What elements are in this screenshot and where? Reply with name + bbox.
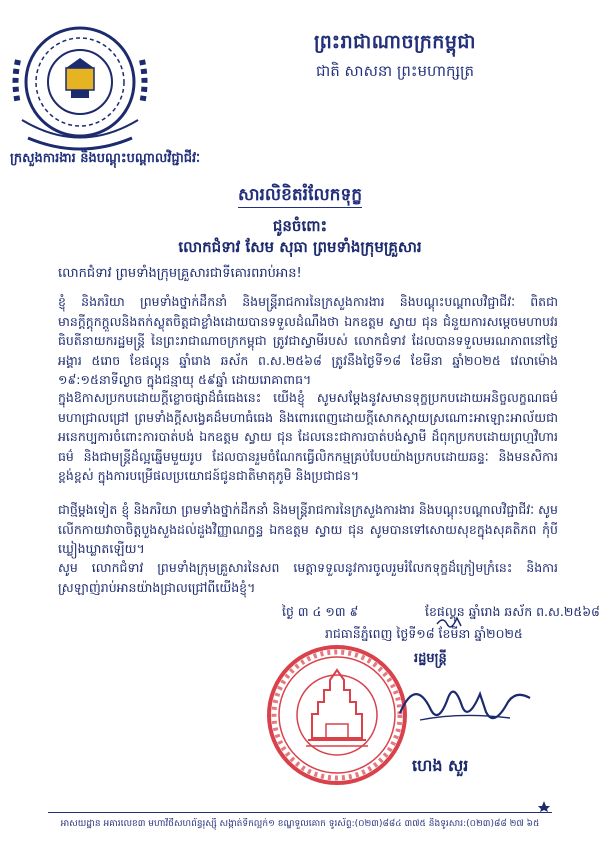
footer-ornament-icon <box>537 800 551 812</box>
initial-mark-icon <box>435 612 465 632</box>
signatory-role: រដ្ឋមន្ត្រី <box>414 651 447 666</box>
paragraph-3: ជាថ្មីម្តងទៀត ខ្ញុំ និងភរិយា ព្រមទាំងថ្នាក់ដឹកនាំ និងមន្ត្រីរាជការនៃក្រសួងការងារ និងបណ្តុះបណ្តាលវិជ្ជាជីវៈ សូមលើកកាយវាចាចិត្តបួងសួងដល់ដួងវិញ្ញាណក្ខន្ធ ឯកឧត្តម ស្វាយ ជុន សូមបានទៅសោយសុខក្នុងសុគតិភព កុំបីឃ្លៀងឃ្លាតឡើយ។ <box>58 502 558 556</box>
footer-address: អាសយដ្ឋាន អគារលេខ៣ មហាវិថីសហព័ន្ធរុស្ស៊ី សង្កាត់ទឹកល្អក់១ ខណ្ឌទួលគោក ទូរស័ព្ទ:(០២៣)៨៨៤ ៣៧៥ និងទូរសារ:(០២៣)៨៨ ២៧ ៦៥ <box>60 819 540 829</box>
letter-title-text: សារលិខិតរំលែកទុក្ខ <box>238 185 362 208</box>
handwritten-signature <box>390 668 540 738</box>
recipient-name: លោកជំទាវ សែម សុធា ព្រមទាំងក្រុមគ្រួសារ <box>178 238 422 256</box>
paragraph-4: សូម លោកជំទាវ ព្រមទាំងក្រុមគ្រួសារនៃសព មេត្តាទទួលនូវការចូលរួមរំលែកទុក្ខដ៏ក្រៀមក្រំនេះ និងការស្រឡាញ់រាប់អានយ៉ាងជ្រាលជ្រៅពីយើងខ្ញុំ។ <box>58 560 558 595</box>
paragraph-2: ក្នុងឱកាសប្រកបដោយក្តីខ្លោចផ្សាដ៏ធំធេងនេះ យើងខ្ញុំ សូមសម្តែងនូវសមានទុក្ខប្រកបដោយអនិច្ចលក្ខណធម៌មហាជ្រាលជ្រៅ ព្រមទាំងក្តីសង្វេគដ៏មហាធំធេង និងពោរពេញដោយក្តីសោកស្តាយស្រណោះអាឡោះអាល័យជាអនេកប្បការចំពោះការបាត់បង់ ឯកឧត្តម ស្វាយ ជុន ដែលនេះជាការបាត់បង់ស្វាមី ដ៏ពុកប្រកបដោយព្រហ្មវិហារធម៌ និងជាមន្ត្រីដ៏ល្អឆ្នើមមួយរូប ដែលបានរួមចំណែកធ្វើលិកកម្មគ្រប់បែបយ៉ាងប្រកបដោយឆន្ទៈ និងមនសិការខ្ពង់ខ្ពស់ ក្នុងការបម្រើផលប្រយោជន៍ជូនជាតិមាតុភូមិ និងប្រជាជន។ <box>58 390 558 483</box>
lunar-date-month: ខែផល្គុន ឆ្នាំរោង ឆស័ក ព.ស.២៥៦៨ <box>425 604 600 619</box>
lunar-date-day: ថ្ងៃ ៣ ៤ ១៣ ៩ <box>282 604 359 619</box>
to-label: ជូនចំពោះ <box>272 217 328 235</box>
ministry-logo <box>8 20 158 160</box>
footer-divider <box>48 812 552 813</box>
signature-icon <box>390 668 540 738</box>
salutation: លោកជំទាវ ព្រមទាំងក្រុមគ្រួសារជាទីគោរពរាប់អាន! <box>58 266 302 281</box>
signatory-name: ហេង សួរ <box>412 756 469 775</box>
ministry-logo-graphic <box>8 20 158 160</box>
national-motto: ជាតិ សាសនា ព្រះមហាក្សត្រ <box>315 62 475 80</box>
letter-title <box>0 184 600 209</box>
ministry-name: ក្រសួងការងារ និងបណ្តុះបណ្តាលវិជ្ជាជីវៈ <box>10 151 201 166</box>
paragraph-1: ខ្ញុំ និងភរិយា ព្រមទាំងថ្នាក់ដឹកនាំ និងមន្ត្រីរាជការនៃក្រសួងការងារ និងបណ្តុះបណ្តាលវិជ្ជាជីវៈ ពិតជាមានក្តីក្តុកក្តួលនិងតក់ស្លុតចិត្តជាខ្លាំងដោយបានទទួលដំណឹងថា ឯកឧត្តម ស្វាយ ជុន ជំនួយការសម្តេចមហាបវរធិបតីនាយករដ្ឋមន្ត្រី នៃព្រះរាជាណាចក្រកម្ពុជា ត្រូវជាស្វាមីរបស់ លោកជំទាវ ដែលបានទទួលមរណភាពនៅថ្ងៃអង្គារ ៥រោច ខែផល្គុន ឆ្នាំរោង ឆស័ក ព.ស.២៥៦៨ ត្រូវនឹងថ្ងៃទី១៨ ខែមីនា ឆ្នាំ២០២៥ វេលាម៉ោង ១៩:១៥នាទីល្ងាច ក្នុងជន្មាយុ ៥៩ឆ្នាំ ដោយរោគាពាធ។ <box>58 294 558 387</box>
kingdom-heading: ព្រះរាជាណាចក្រកម្ពុជា <box>314 31 476 53</box>
solar-date: រាជធានីភ្នំពេញ ថ្ងៃទី១៨ ខែមីនា ឆ្នាំ២០២៥ <box>325 626 523 641</box>
